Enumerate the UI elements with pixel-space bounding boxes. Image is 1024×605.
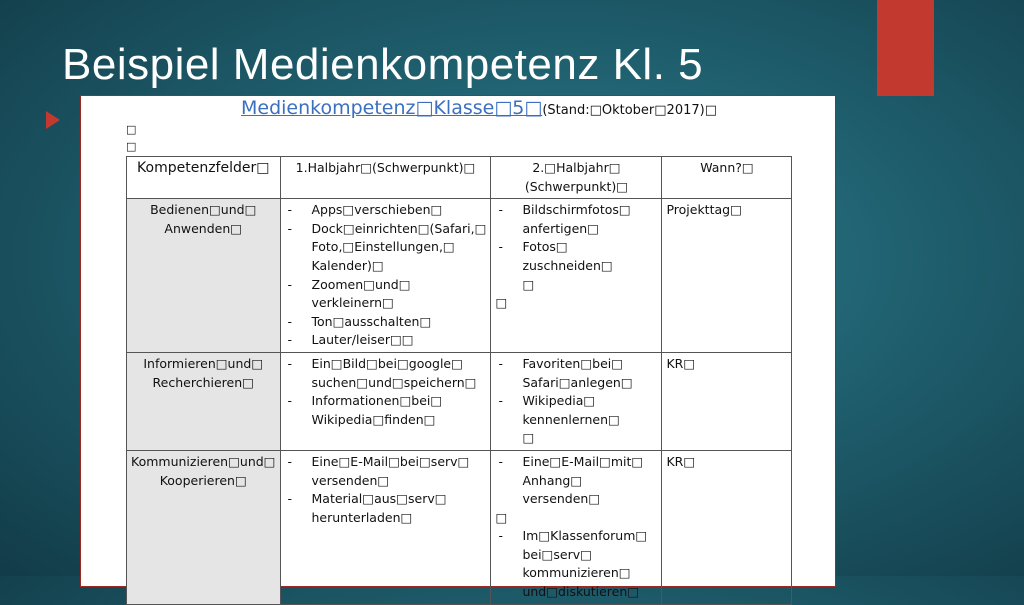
when-cell: Projekttag□ (662, 199, 792, 353)
slide-title: Beispiel Medienkompetenz Kl. 5 (62, 40, 704, 89)
document-title: Medienkompetenz□Klasse□5□ (241, 97, 543, 119)
empty-mark: □ (522, 430, 535, 446)
document-page (80, 95, 836, 600)
header-first-half: 1.Halbjahr□(Schwerpunkt)□ (280, 157, 491, 199)
empty-mark: □ (495, 295, 508, 311)
list-item: - Informationen□bei□ Wikipedia□finden□ (285, 392, 487, 429)
first-half-cell (280, 450, 491, 604)
list-item: - Material□aus□serv□ herunterladen□ (285, 490, 487, 527)
list-item: - Lauter/leiser□□ (285, 331, 487, 350)
stray-mark: □ (126, 140, 137, 153)
empty-mark: □ (495, 509, 508, 525)
area-cell: Informieren□und□ Recherchieren□ (127, 352, 281, 450)
list-item: - Ein□Bild□bei□google□ suchen□und□speichern□ (285, 355, 487, 392)
second-half-cell (491, 352, 662, 450)
when-cell: KR□ (662, 352, 792, 450)
list-item: - Im□Klassenforum□ bei□serv□ kommunizieren□ und□diskutieren□ (495, 527, 657, 601)
second-half-cell (491, 199, 662, 353)
list-item: - Wikipedia□ kennenlernen□ (495, 392, 657, 429)
list-item: - Ton□ausschalten□ (285, 313, 487, 332)
header-when: Wann?□ (662, 157, 792, 199)
document-date: (Stand:□Oktober□2017)□ (542, 103, 717, 118)
list-item: - Bildschirmfotos□ anfertigen□ (495, 201, 657, 238)
bullet-arrow-icon (46, 111, 60, 129)
table-header-row (127, 157, 792, 199)
area-cell: Kommunizieren□und□ Kooperieren□ (127, 450, 281, 604)
list-item: - Eine□E-Mail□mit□ Anhang□ versenden□ (495, 453, 657, 509)
competence-table (126, 156, 792, 605)
document-heading (241, 97, 717, 119)
list-item: - Fotos□ zuschneiden□ (495, 238, 657, 275)
list-item: - Dock□einrichten□(Safari,□ Foto,□Einstellungen,□ Kalender)□ (285, 220, 487, 276)
header-kompetenzfelder: Kompetenzfelder□ (127, 157, 281, 199)
area-cell: Bedienen□und□ Anwenden□ (127, 199, 281, 353)
table-row (127, 199, 792, 353)
empty-mark: □ (522, 276, 535, 292)
table-row (127, 352, 792, 450)
list-item: - Eine□E-Mail□bei□serv□ versenden□ (285, 453, 487, 490)
second-half-cell (491, 450, 662, 604)
stray-mark: □ (126, 123, 137, 136)
first-half-cell (280, 199, 491, 353)
when-cell: KR□ (662, 450, 792, 604)
first-half-cell (280, 352, 491, 450)
table-row (127, 450, 792, 604)
list-item: - Zoomen□und□ verkleinern□ (285, 276, 487, 313)
list-item: - Apps□verschieben□ (285, 201, 487, 220)
accent-bar (877, 0, 934, 96)
header-second-half: 2.□Halbjahr□ (Schwerpunkt)□ (491, 157, 662, 199)
list-item: - Favoriten□bei□ Safari□anlegen□ (495, 355, 657, 392)
